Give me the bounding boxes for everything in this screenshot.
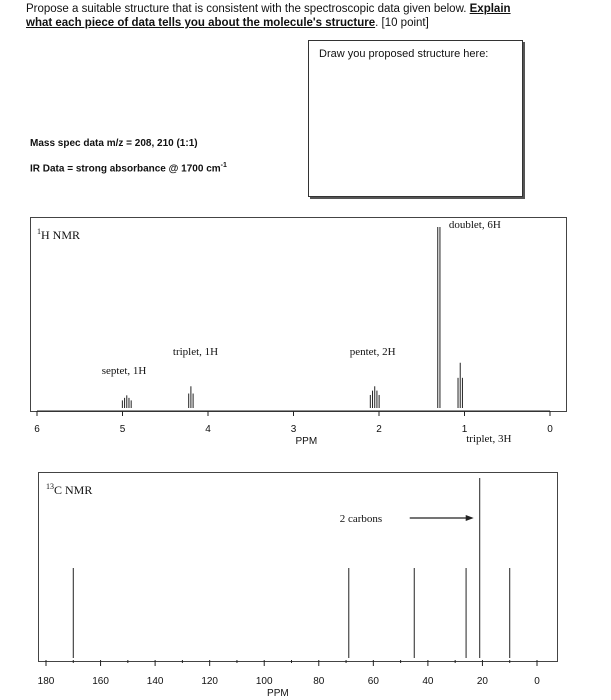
c-nmr-tick-label: 20 [476, 676, 488, 687]
question-line2: what each piece of data tells you about the molecule's structure [26, 17, 376, 29]
question-points: . [10 point] [375, 17, 429, 29]
h-nmr-tick-label: 3 [290, 424, 297, 435]
c-nmr-arrow-head [466, 515, 474, 521]
c-nmr-peak-label: 2 carbons [339, 513, 383, 525]
h-nmr-tick-label: 5 [119, 424, 126, 435]
h-nmr-tick-label: 6 [34, 424, 40, 435]
c-nmr-axis-title: PPM [267, 688, 289, 699]
h-nmr-peak-label: triplet, 1H [172, 346, 219, 359]
h-nmr-peak-label: doublet, 6H [448, 219, 501, 231]
c-nmr-tick-label: 80 [313, 676, 325, 687]
h-nmr-peak-label: septet, 1H [101, 365, 147, 378]
ir-data-text: IR Data = strong absorbance @ 1700 cm [30, 163, 221, 175]
h-nmr-peak-label: pentet, 2H [349, 346, 396, 359]
c-nmr-tick-label: 180 [37, 676, 55, 687]
c-nmr-tick-label: 140 [146, 676, 164, 687]
h-nmr-title: $^1$H NMR [37, 227, 81, 242]
question-explain: Explain [469, 3, 511, 15]
draw-box-label: Draw you proposed structure here: [319, 48, 489, 60]
h-nmr-axis-title: PPM [295, 436, 318, 447]
h-nmr-tick-label: 0 [547, 424, 553, 435]
h-nmr-tick-label: 2 [376, 424, 382, 435]
mass-spec-data: Mass spec data m/z = 208, 210 (1:1) [30, 138, 198, 149]
h-nmr-tick-label: 4 [205, 424, 211, 435]
c-nmr-tick-label: 0 [534, 676, 540, 687]
h-nmr-peak-label: triplet, 3H [466, 432, 512, 445]
c-nmr-title: $^{13}$C NMR [46, 482, 93, 497]
c-nmr-tick-label: 100 [255, 676, 273, 687]
c-nmr-tick-label: 60 [367, 676, 379, 687]
ir-data-superscript: -1 [220, 162, 227, 169]
question-line1: Propose a suitable structure that is consistent with the spectroscopic data given below. [26, 3, 470, 15]
c-nmr-tick-label: 40 [422, 676, 434, 687]
c-nmr-tick-label: 120 [201, 676, 218, 687]
h-nmr-tick-label: 1 [461, 424, 468, 435]
c-nmr-tick-label: 160 [92, 676, 109, 687]
